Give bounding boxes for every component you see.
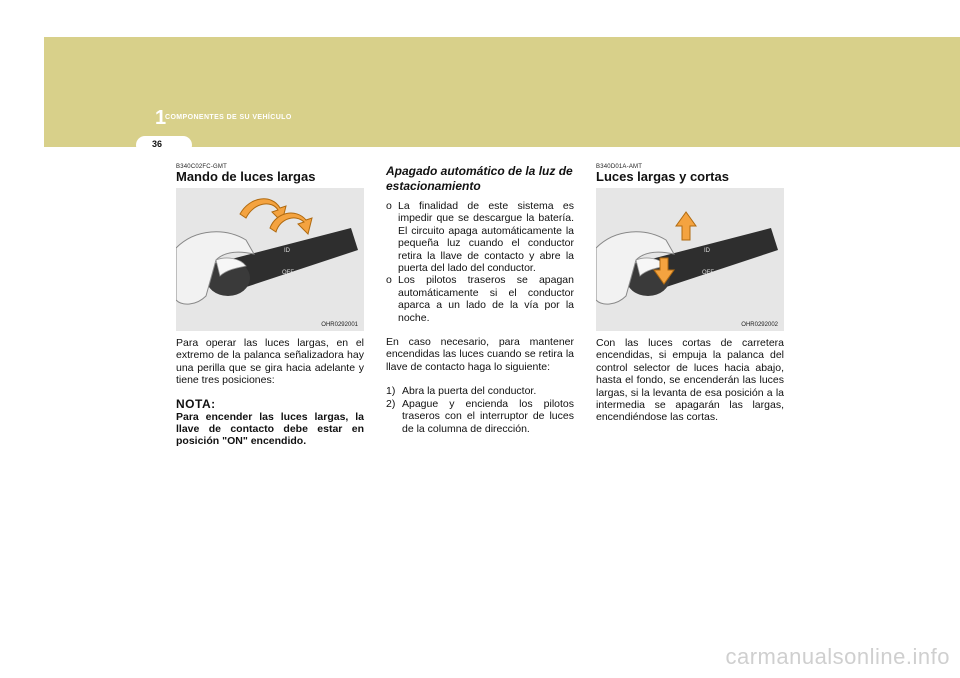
column-3 [596, 164, 784, 424]
rotate-arrow-icon [240, 199, 312, 234]
lever-label-off: OFF [702, 270, 714, 276]
bullet-text: Los pilotos traseros se apagan automáticamente si el conductor aparca a un lado de la vía por la noche. [398, 274, 574, 324]
section-title: Mando de luces largas [176, 169, 316, 184]
section-code: B340D01A-AMT [596, 164, 643, 170]
chapter-number: 1 [155, 107, 167, 129]
step-list [386, 385, 574, 435]
lever-label-id: ID [704, 248, 710, 254]
lever-illustration [176, 188, 364, 331]
bullet-text: La finalidad de este sistema es impedir que se descargue la batería. El circuito apaga automáticamente la pequeña luz cuando el conductor retira la llave de contacto y abre la puerta del lado del conductor. [398, 200, 574, 275]
list-item [386, 274, 574, 324]
bullet-marker: o [386, 200, 392, 212]
section-title: Luces largas y cortas [596, 169, 729, 184]
note-body: Para encender las luces largas, la llave de contacto debe estar en posición "ON" encendido. [176, 410, 364, 448]
lever-label-off: OFF [282, 270, 294, 276]
step-marker: 2) [386, 397, 396, 410]
body-paragraph: En caso necesario, para mantener encendidas las luces cuando se retira la llave de contacto haga lo siguiente: [386, 336, 574, 373]
page-number: 36 [152, 139, 163, 149]
column-2 [386, 164, 574, 435]
header-band [44, 37, 960, 147]
section-code: B340C02FC-GMT [176, 164, 227, 170]
step-marker: 1) [386, 385, 396, 398]
chapter-title: COMPONENTES DE SU VEHÍCULO [165, 114, 292, 121]
column-1 [176, 164, 364, 448]
note-title: NOTA: [176, 396, 216, 411]
list-item [386, 398, 574, 435]
figure-code: OHR0292001 [321, 322, 358, 328]
step-text: Apague y encienda los pilotos traseros con el interruptor de luces de la columna de dirección. [402, 397, 574, 435]
watermark: carmanualsonline.info [725, 644, 950, 669]
lever-label-id: ID [284, 248, 290, 254]
body-paragraph: Con las luces cortas de carretera encendidas, si empuja la palanca del control selector de luces hacia abajo, hasta el fondo, se encenderán las luces largas, si la levanta de esa posición a la intermedia se apagarán las largas, encendiéndose las cortas. [596, 337, 784, 424]
up-arrow-icon [676, 212, 696, 240]
figure-code: OHR0292002 [741, 322, 778, 328]
step-text: Abra la puerta del conductor. [402, 385, 537, 398]
list-item [386, 200, 574, 274]
body-paragraph: Para operar las luces largas, en el extremo de la palanca señalizadora hay una perilla que se gira hacia adelante y tiene tres posiciones: [176, 337, 364, 387]
section-title: Apagado automático de la luz de estacionamiento [386, 164, 573, 193]
bullet-list [386, 200, 574, 324]
list-item [386, 385, 574, 397]
bullet-marker: o [386, 274, 392, 287]
page-number-tab [136, 136, 192, 154]
lever-illustration [596, 188, 784, 331]
